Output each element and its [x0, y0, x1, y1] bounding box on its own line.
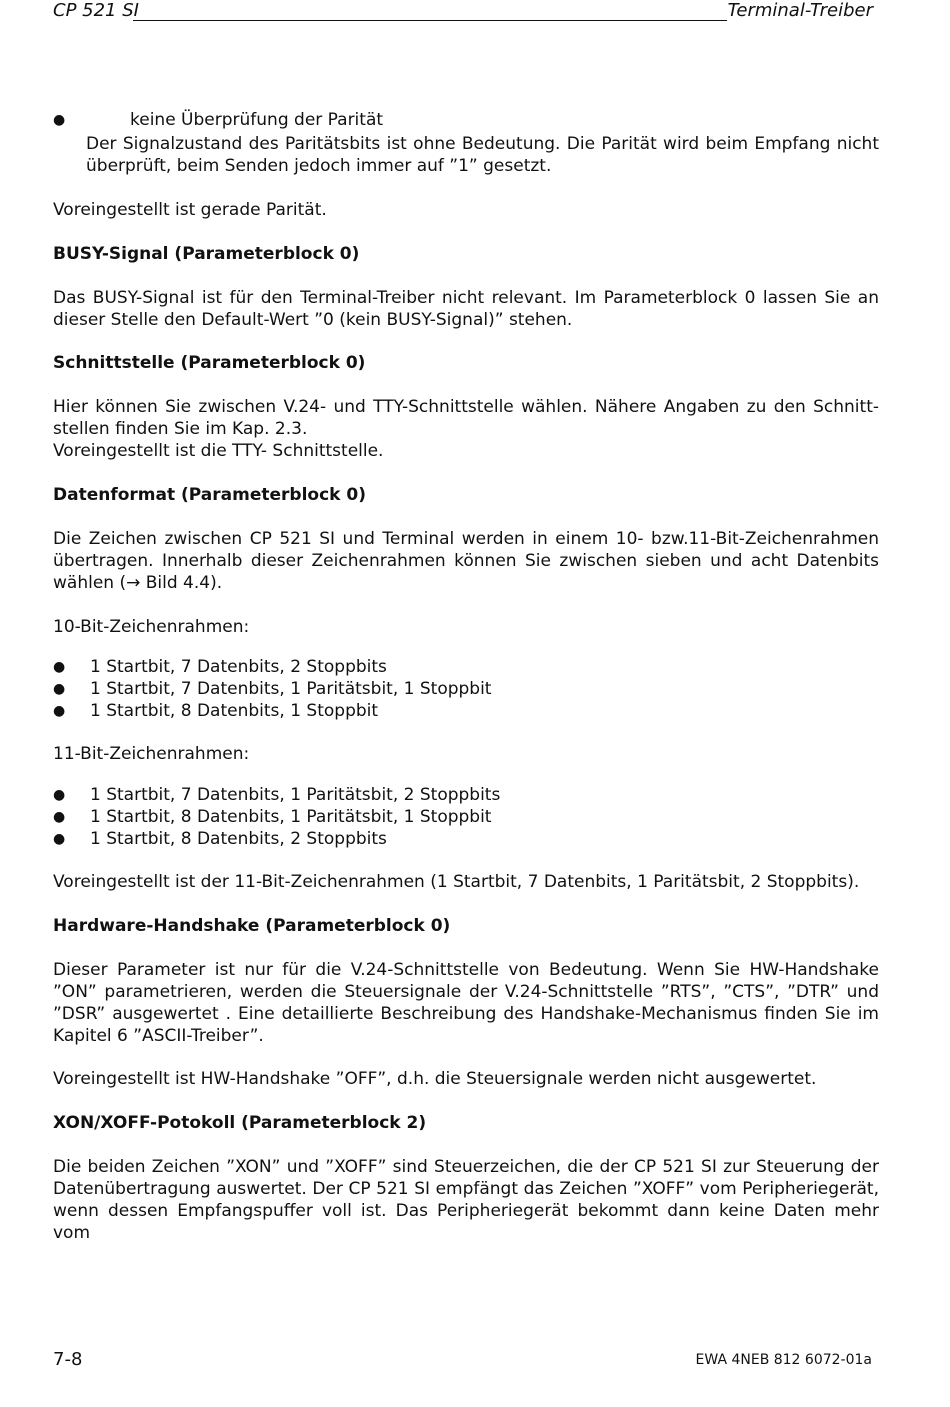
list-item-text: 1 Startbit, 8 Datenbits, 1 Paritätsbit, 1 Stoppbit: [90, 807, 492, 827]
paragraph: Das BUSY-Signal ist für den Terminal-Treiber nicht relevant. Im Parameterblock 0 lassen Sie an dieser Stelle den Default-Wert ”0 (kein BUSY-Signal)” stehen.: [53, 288, 879, 330]
list-item-text: 1 Startbit, 8 Datenbits, 1 Stoppbit: [90, 701, 379, 721]
list-label: 11-Bit-Zeichenrahmen:: [53, 744, 250, 764]
section-heading: XON/XOFF-Potokoll (Parameterblock 2): [53, 1113, 427, 1133]
list-item-text: 1 Startbit, 7 Datenbits, 1 Paritätsbit, 1 Stoppbit: [90, 679, 492, 699]
list-label: 10-Bit-Zeichenrahmen:: [53, 617, 250, 637]
bullet-icon: ●: [53, 703, 66, 719]
paragraph: Voreingestellt ist gerade Parität.: [53, 200, 327, 220]
list-item-text: keine Überprüfung der Parität: [130, 110, 384, 130]
section-heading: Hardware-Handshake (Parameterblock 0): [53, 916, 451, 936]
page-number: 7-8: [53, 1349, 83, 1370]
paragraph: Dieser Parameter ist nur für die V.24-Schnittstelle von Bedeutung. Wenn Sie HW-Handshake ”ON” parametrieren, werden die Steuersignale der V.24-Schnittstelle ”RTS”, ”CTS”, ”DTR” und ”DSR” ausgewertet . Eine detaillierte Beschreibung des Handshake-Mechanismus finden Sie im Kapitel 6 ”ASCII-Treiber”.: [53, 960, 879, 1046]
paragraph: Hier können Sie zwischen V.24- und TTY-Schnittstelle wählen. Nähere Angaben zu den Schnitt-: [53, 397, 879, 417]
list-item-text: 1 Startbit, 8 Datenbits, 2 Stoppbits: [90, 829, 387, 849]
bullet-icon: ●: [53, 809, 66, 825]
section-heading: Schnittstelle (Parameterblock 0): [53, 353, 366, 373]
document-id: EWA 4NEB 812 6072-01a: [695, 1352, 872, 1368]
bullet-icon: ●: [53, 112, 66, 128]
bullet-icon: ●: [53, 831, 66, 847]
bullet-icon: ●: [53, 659, 66, 675]
bullet-icon: ●: [53, 787, 66, 803]
header-section: Terminal-Treiber: [727, 0, 873, 21]
paragraph: Die beiden Zeichen ”XON” und ”XOFF” sind Steuerzeichen, die der CP 521 SI zur Steuerung der Datenübertragung auswertet. Der CP 521 SI empfängt das Zeichen ”XOFF” vom Peripheriegerät, wenn dessen Empfangspuffer voll ist. Das Peripheriegerät bekommt dann keine Daten mehr vom: [53, 1157, 879, 1243]
section-heading: BUSY-Signal (Parameterblock 0): [53, 244, 360, 264]
list-item-text: 1 Startbit, 7 Datenbits, 2 Stoppbits: [90, 657, 387, 677]
header-rule: [133, 20, 727, 21]
header-title: CP 521 SI: [53, 0, 139, 21]
bullet-icon: ●: [53, 681, 66, 697]
section-heading: Datenformat (Parameterblock 0): [53, 485, 366, 505]
list-item-text: 1 Startbit, 7 Datenbits, 1 Paritätsbit, 2 Stoppbits: [90, 785, 501, 805]
paragraph: Voreingestellt ist die TTY- Schnittstelle.: [53, 441, 384, 461]
paragraph: stellen finden Sie im Kap. 2.3.: [53, 419, 308, 439]
paragraph: Voreingestellt ist der 11-Bit-Zeichenrahmen (1 Startbit, 7 Datenbits, 1 Paritätsbit, 2 Stoppbits).: [53, 872, 860, 892]
paragraph: Der Signalzustand des Paritätsbits ist ohne Bedeutung. Die Parität wird beim Empfang nicht überprüft, beim Senden jedoch immer auf ”1” gesetzt.: [86, 134, 879, 176]
paragraph: Die Zeichen zwischen CP 521 SI und Terminal werden in einem 10- bzw.11-Bit-Zeichenrahmen übertragen. Innerhalb dieser Zeichenrahmen können Sie zwischen sieben und acht Datenbits wählen (→ Bild 4.4).: [53, 529, 879, 593]
paragraph: Voreingestellt ist HW-Handshake ”OFF”, d.h. die Steuersignale werden nicht ausgewertet.: [53, 1069, 817, 1089]
